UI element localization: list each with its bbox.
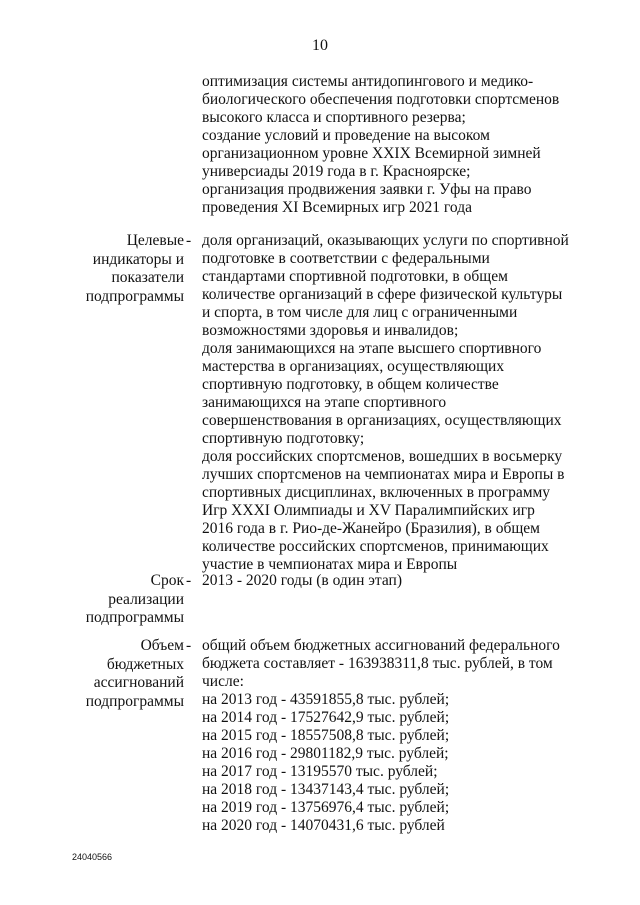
content-line: и спорта, в том числе для лиц с ограниченными <box>202 304 518 321</box>
label-line: Срок <box>150 572 184 589</box>
content-line: количестве организаций в сфере физической культуры <box>202 286 563 303</box>
label-line: индикаторы и <box>92 250 184 268</box>
content-line: спортивную подготовку; <box>202 430 365 447</box>
content-line: доля занимающихся на этапе высшего спортивного <box>202 340 542 357</box>
content-line: количестве российских спортсменов, принимающих <box>202 538 549 555</box>
content-line: подготовке в соответствии с федеральными <box>202 250 490 267</box>
content-line: бюджета составляет - 163938311,8 тыс. рублей, в том <box>202 655 553 672</box>
intro-line: оптимизация системы антидопингового и медико- <box>202 73 534 90</box>
content-line: на 2015 год - 18557508,8 тыс. рублей; <box>202 727 450 744</box>
content-line: на 2019 год - 13756976,4 тыс. рублей; <box>202 799 450 816</box>
section-content <box>202 637 592 835</box>
content-line: мастерства в организациях, осуществляющих <box>202 358 505 375</box>
content-line: числе: <box>202 673 244 690</box>
content-line: на 2013 год - 43591855,8 тыс. рублей; <box>202 691 450 708</box>
section-label <box>72 232 184 306</box>
content-line: на 2014 год - 17527642,9 тыс. рублей; <box>202 709 450 726</box>
section-label <box>72 572 184 628</box>
label-line: показатели <box>111 269 184 286</box>
label-line: Объем <box>140 637 184 654</box>
label-line: подпрограммы <box>85 692 184 710</box>
intro-line: биологического обеспечения подготовки спортсменов <box>202 91 560 108</box>
content-line: доля российских спортсменов, вошедших в восьмерку <box>202 448 563 465</box>
intro-line: высокого класса и спортивного резерва; <box>202 109 466 126</box>
page-number: 10 <box>312 37 328 54</box>
content-line: занимающихся на этапе спортивного <box>202 394 447 411</box>
content-line: на 2018 год - 13437143,4 тыс. рублей; <box>202 781 450 798</box>
content-line: спортивную подготовку, в общем количестве <box>202 376 499 393</box>
content-line: возможностями здоровья и инвалидов; <box>202 322 459 339</box>
label-line: подпрограммы <box>85 609 184 626</box>
intro-line: создание условий и проведение на высоком <box>202 127 490 144</box>
content-line: стандартами спортивной подготовки, в общем <box>202 268 508 285</box>
section-dash: - <box>186 572 192 589</box>
section-content <box>202 572 592 590</box>
section-content <box>202 232 592 574</box>
content-line: 2013 - 2020 годы (в один этап) <box>202 572 402 589</box>
intro-line: организационном уровне XXIX Всемирной зимней <box>202 145 541 162</box>
intro-line: проведения XI Всемирных игр 2021 года <box>202 199 472 216</box>
content-line: спортивных дисциплинах, включенных в программу <box>202 484 551 501</box>
content-line: Игр XXXI Олимпиады и XV Паралимпийских игр <box>202 502 535 519</box>
label-line: ассигнований <box>93 674 184 691</box>
document-code: 24040566 <box>72 852 113 862</box>
content-line: на 2020 год - 14070431,6 тыс. рублей <box>202 817 445 834</box>
intro-paragraph <box>202 73 582 217</box>
content-line: лучших спортсменов на чемпионатах мира и Европы в <box>202 466 565 483</box>
content-line: на 2016 год - 29801182,9 тыс. рублей; <box>202 745 449 762</box>
content-line: 2016 года в г. Рио-де-Жанейро (Бразилия), в общем <box>202 520 540 537</box>
label-line: подпрограммы <box>85 287 184 305</box>
section-dash: - <box>186 232 192 249</box>
content-line: доля организаций, оказывающих услуги по спортивной <box>202 232 569 249</box>
content-line: на 2017 год - 13195570 тыс. рублей; <box>202 763 438 780</box>
label-line: Целевые <box>126 232 184 249</box>
intro-line: организация продвижения заявки г. Уфы на право <box>202 181 532 198</box>
content-line: совершенствования в организациях, осуществляющих <box>202 412 562 429</box>
intro-line: универсиады 2019 года в г. Красноярске; <box>202 163 471 180</box>
content-line: участие в чемпионатах мира и Европы <box>202 556 458 573</box>
section-label <box>72 637 184 711</box>
label-line: бюджетных <box>106 655 184 673</box>
content-line: общий объем бюджетных ассигнований федерального <box>202 637 560 654</box>
section-dash: - <box>186 637 192 654</box>
label-line: реализации <box>108 590 184 608</box>
